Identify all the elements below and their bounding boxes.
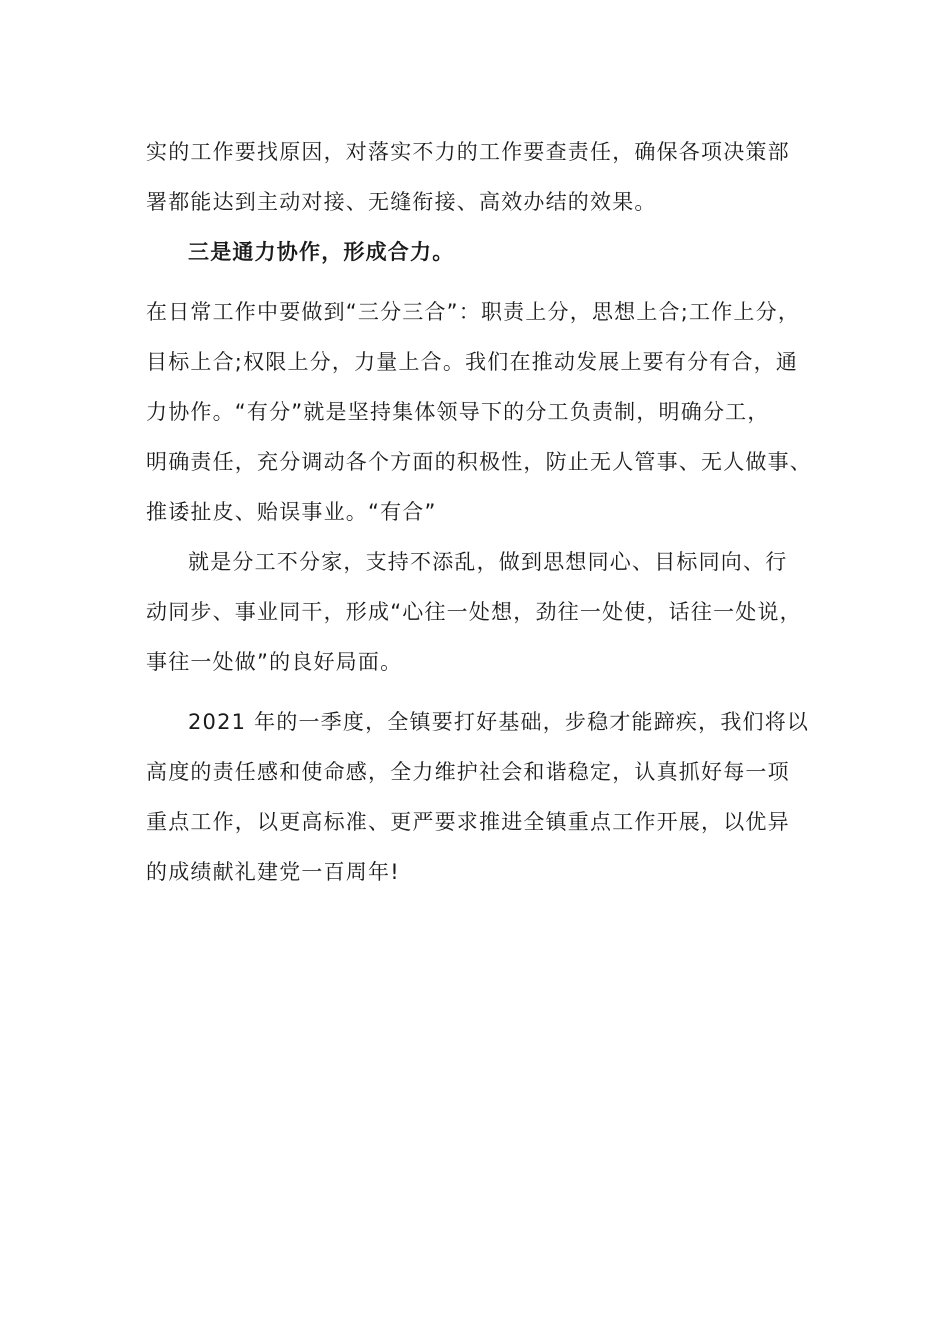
paragraph-line: 动同步、事业同干，形成“心往一处想，劲往一处使，话往一处说， (146, 600, 802, 624)
paragraph-line: 署都能达到主动对接、无缝衔接、高效办结的效果。 (146, 190, 657, 214)
paragraph-line: 2021 年的一季度，全镇要打好基础，步稳才能蹄疾，我们将以 (188, 710, 810, 734)
paragraph-line: 推诿扯皮、贻误事业。“有合” (146, 500, 437, 524)
paragraph-line: 就是分工不分家，支持不添乱，做到思想同心、目标同向、行 (188, 550, 788, 574)
paragraph-line: 的成绩献礼建党一百周年! (146, 860, 400, 884)
paragraph-line: 重点工作，以更高标准、更严要求推进全镇重点工作开展，以优异 (146, 810, 790, 834)
paragraph-line: 明确责任，充分调动各个方面的积极性，防止无人管事、无人做事、 (146, 450, 812, 474)
paragraph-line: 事往一处做”的良好局面。 (146, 650, 403, 674)
paragraph-line: 实的工作要找原因，对落实不力的工作要查责任，确保各项决策部 (146, 140, 790, 164)
section-heading: 三是通力协作，形成合力。 (188, 240, 455, 264)
paragraph-line: 目标上合;权限上分，力量上合。我们在推动发展上要有分有合，通 (146, 350, 799, 374)
paragraph-line: 在日常工作中要做到“三分三合”：职责上分，思想上合;工作上分， (146, 300, 801, 324)
paragraph-line: 力协作。“有分”就是坚持集体领导下的分工负责制，明确分工， (146, 400, 770, 424)
paragraph-line: 高度的责任感和使命感，全力维护社会和谐稳定，认真抓好每一项 (146, 760, 790, 784)
